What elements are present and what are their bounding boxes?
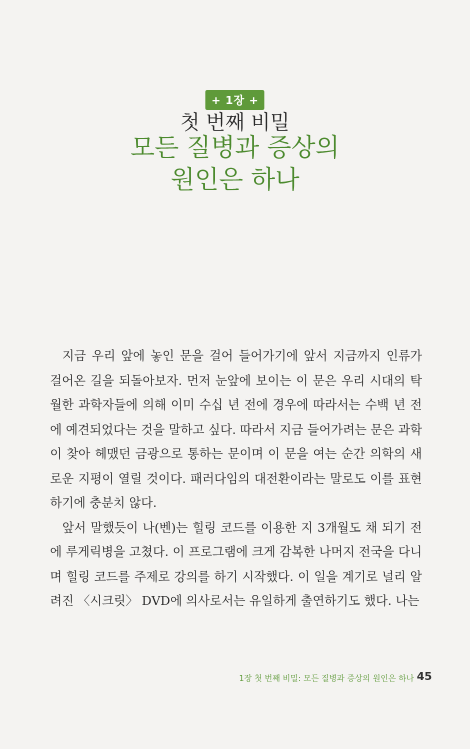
running-head: 1장 첫 번째 비밀: 모든 질병과 증상의 원인은 하나 [239,674,414,683]
chapter-subtitle: 첫 번째 비밀 [180,110,290,134]
body-text [50,344,422,614]
chapter-title [0,132,470,196]
body-paragraph: 지금 우리 앞에 놓인 문을 걸어 들어가기에 앞서 지금까지 인류가 걸어온 길을 되돌아보자. 먼저 눈앞에 보이는 이 문은 우리 시대의 탁월한 과학자들에 의해 이미 수십 년 전에 경우에 따라서는 수백 년 전에 예견되었다는 것을 말하고 싶다. 따라서 지금 들어가려는 문은 과학이 찾아 헤맸던 금광으로 통하는 문이며 이 문을 여는 순간 의학의 새로운 지평이 열릴 것이다. 패러다임의 대전환이라는 말로도 이를 표현하기에 충분치 않다. [50,349,422,510]
page-number: 45 [416,670,432,683]
chapter-title-line2: 원인은 하나 [170,165,300,194]
chapter-badge: + 1장 + [205,90,264,110]
chapter-title-line1: 모든 질병과 증상의 [130,133,340,162]
body-paragraph: 앞서 말했듯이 나(벤)는 힐링 코드를 이용한 지 3개월도 채 되기 전에 루게릭병을 고쳤다. 이 프로그램에 크게 감복한 나머지 전국을 다니며 힐링 코드를 주제로 강의를 하기 시작했다. 이 일을 계기로 널리 알려진 〈시크릿〉 DVD에 의사로서는 유일하게 출연하기도 했다. 나는 [50,520,422,608]
